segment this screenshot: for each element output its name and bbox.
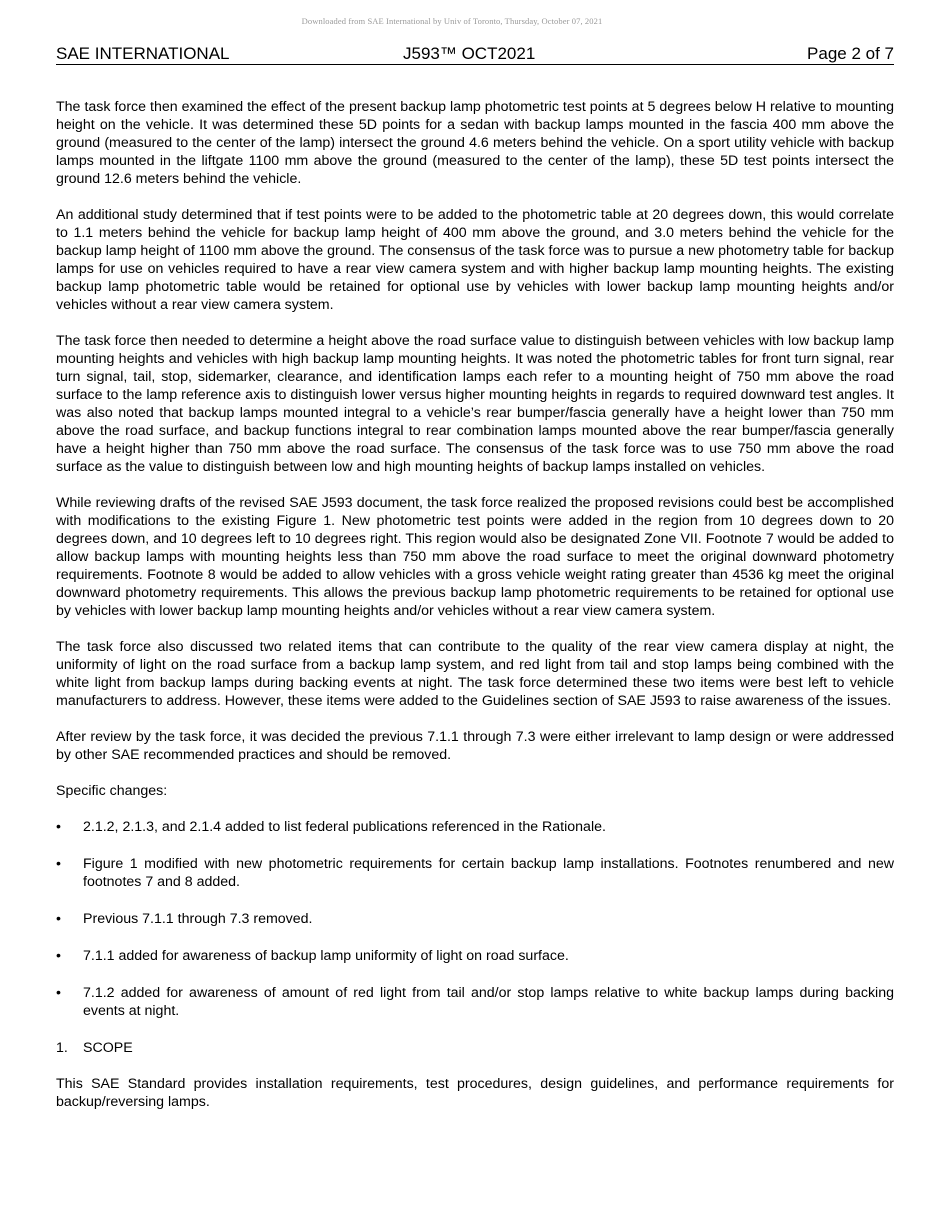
paragraph-mounting-height-threshold: The task force then needed to determine a height above the road surface value to distinguish between vehicles with low backup lamp mounting heights and vehicles with high backup lamp mounting heights. It was noted the photometric tables for front turn signal, rear turn signal, tail, stop, sidemarker, clearance, and identification lamps each refer to a mounting height of 750 mm above the road surface to the lamp reference axis to distinguish lower versus higher mounting heights in regards to required downward test angles. It was also noted that backup lamps mounted integral to a vehicle’s rear bumper/fascia generally have a height lower than 750 mm above the road surface, and backup functions integral to rear combination lamps mounted above the rear bumper/fascia generally have a height higher than 750 mm above the road surface. The consensus of the task force was to use 750 mm above the road surface as the value to distinguish between low and high mounting heights of backup lamps installed on vehicles. xyxy=(56,333,894,475)
paragraph-scope: This SAE Standard provides installation requirements, test procedures, design guidelines, and performance requirements for backup/reversing lamps. xyxy=(56,1076,894,1110)
section-title: SCOPE xyxy=(83,1040,133,1056)
specific-changes-list xyxy=(56,818,894,1020)
list-item xyxy=(56,910,894,928)
list-item xyxy=(56,855,894,891)
header-doc-id: J593™ OCT2021 xyxy=(403,44,536,63)
change-text: 7.1.2 added for awareness of amount of red light from tail and/or stop lamps relative to white backup lamps during backing events at night. xyxy=(83,985,894,1019)
document-body xyxy=(56,98,894,1129)
list-item xyxy=(56,818,894,836)
change-text: Previous 7.1.1 through 7.3 removed. xyxy=(83,911,313,927)
paragraph-additional-study: An additional study determined that if test points were to be added to the photometric table at 20 degrees down, this would correlate to 1.1 meters behind the vehicle for backup lamp height of 400 mm above the ground, and 3.0 meters behind the vehicle for the backup lamp height of 1100 mm above the ground. The consensus of the task force was to pursue a new photometry table for backup lamps for use on vehicles required to have a rear view camera system and with higher backup lamp mounting heights. The existing backup lamp photometric table would be retained for optional use by vehicles with lower backup lamp mounting heights and/or vehicles without a rear view camera system. xyxy=(56,207,894,313)
header-org: SAE INTERNATIONAL xyxy=(56,44,230,63)
page-header xyxy=(56,43,894,65)
download-watermark: Downloaded from SAE International by Univ of Toronto, Thursday, October 07, 2021 xyxy=(301,16,603,26)
paragraph-removed-sections: After review by the task force, it was decided the previous 7.1.1 through 7.3 were either irrelevant to lamp design or were addressed by other SAE recommended practices and should be removed. xyxy=(56,729,894,763)
section-heading-scope xyxy=(56,1039,894,1057)
change-text: 2.1.2, 2.1.3, and 2.1.4 added to list federal publications referenced in the Rationale. xyxy=(83,819,606,835)
specific-changes-heading: Specific changes: xyxy=(56,783,168,799)
change-text: 7.1.1 added for awareness of backup lamp uniformity of light on road surface. xyxy=(83,948,569,964)
bullet-icon: • xyxy=(56,856,61,872)
bullet-icon: • xyxy=(56,948,61,964)
bullet-icon: • xyxy=(56,985,61,1001)
paragraph-photometric-test-points: The task force then examined the effect of the present backup lamp photometric test points at 5 degrees below H relative to mounting height on the vehicle. It was determined these 5D points for a sedan with backup lamps mounted in the fascia 400 mm above the ground (measured to the center of the lamp) intersect the ground 4.6 meters behind the vehicle. On a sport utility vehicle with backup lamps mounted in the liftgate 1100 mm above the ground (measured to the center of the lamp), these 5D test points intersect the ground 12.6 meters behind the vehicle. xyxy=(56,99,894,187)
bullet-icon: • xyxy=(56,911,61,927)
change-text: Figure 1 modified with new photometric requirements for certain backup lamp installations. Footnotes renumbered and new footnotes 7 and 8 added. xyxy=(83,856,894,890)
header-page-number: Page 2 of 7 xyxy=(807,44,894,63)
paragraph-figure-1-revisions: While reviewing drafts of the revised SAE J593 document, the task force realized the proposed revisions could best be accomplished with modifications to the existing Figure 1. New photometric test points were added in the region from 10 degrees down to 20 degrees down, and 10 degrees left to 10 degrees right. This region would also be designated Zone VII. Footnote 7 would be added to allow backup lamps with mounting heights less than 750 mm above the road surface to meet the original downward photometry requirements. Footnote 8 would be added to allow vehicles with a gross vehicle weight rating greater than 4536 kg meet the original downward photometry requirements. This allows the previous backup lamp photometric requirements to be retained for optional use by vehicles with lower backup lamp mounting heights and/or vehicles without a rear view camera system. xyxy=(56,495,894,619)
section-number: 1. xyxy=(56,1040,68,1056)
list-item xyxy=(56,984,894,1020)
list-item xyxy=(56,947,894,965)
bullet-icon: • xyxy=(56,819,61,835)
paragraph-related-items: The task force also discussed two related items that can contribute to the quality of the rear view camera display at night, the uniformity of light on the road surface from a backup lamp system, and red light from tail and stop lamps being combined with the white light from backup lamps during backing events at night. The task force determined these two items were best left to vehicle manufacturers to address. However, these items were added to the Guidelines section of SAE J593 to raise awareness of the issues. xyxy=(56,639,894,709)
